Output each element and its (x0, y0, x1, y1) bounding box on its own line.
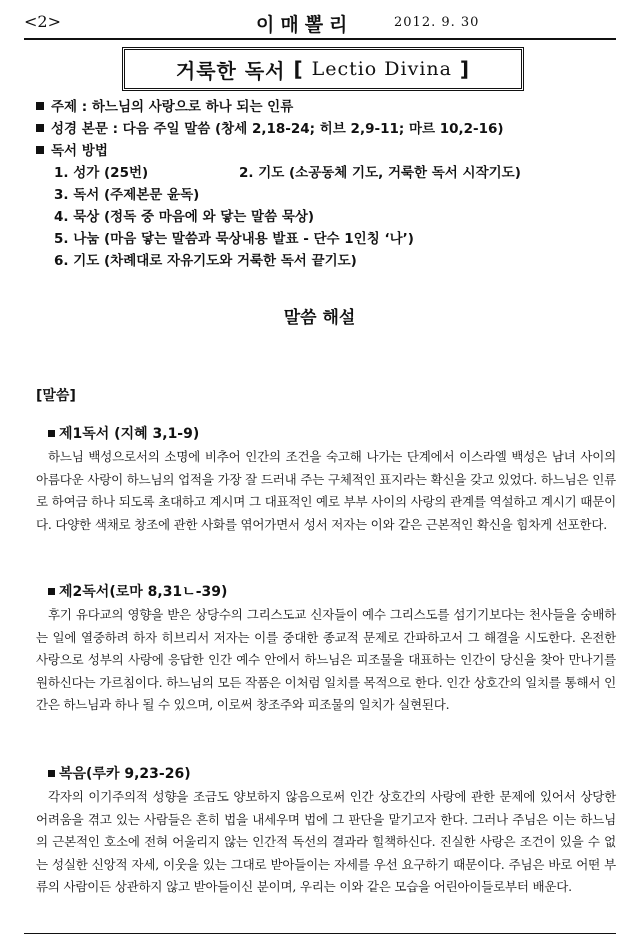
word-section-label: [말씀] (36, 388, 76, 404)
theme-value: 하느님의 사랑으로 하나 되는 인류 (91, 99, 294, 115)
method-item (36, 162, 616, 184)
reading-commentary: 후기 유다교의 영향을 받은 상당수의 그리스도교 신자들이 예수 그리스도를 섬기기보다는 천사들을 숭배하는 일에 열중하려 하자 히브리서 저자는 이를 중대한 종교적 문제로 간파하고서 그 해결을 시도한다. 온전한 사랑으로 성부의 사랑에 응답한 인간 예수 안에서 하느님은 피조물을 대표하는 인간이 당신을 찾아 만나기를 원하신다는 가르침이다. 하느님의 모든 작품은 이처럼 일치를 목적으로 한다. 인간 상호간의 일치를 통해서 인간은 하느님과 하나 될 수 있으며, 이로써 창조주와 피조물의 일치가 실현된다. (36, 607, 616, 712)
reading-heading-text: 제2독서(로마 8,31ㄴ-39) (59, 584, 228, 600)
scripture-row (36, 118, 616, 140)
first-reading (36, 422, 616, 536)
method-row (36, 140, 616, 162)
title-korean: 거룩한 독서 (175, 58, 286, 83)
document-title-box (122, 47, 524, 91)
method-step-6: 6. 기도 (차례대로 자유기도와 거룩한 독서 끝기도) (54, 253, 357, 269)
commentary-title: 말씀 해설 (283, 308, 356, 328)
square-bullet-icon (36, 146, 44, 154)
theme-label: 주제 : (51, 99, 92, 115)
reading-info (36, 96, 616, 272)
header-rule (24, 38, 616, 40)
newsletter-title: 이매뽈리 (256, 14, 354, 36)
square-bullet-icon (48, 770, 55, 777)
reading-heading (36, 422, 616, 446)
gospel-reading (36, 762, 616, 899)
method-item (36, 206, 616, 228)
footer-rule (24, 933, 616, 934)
square-bullet-icon (48, 430, 55, 437)
title-latin: Lectio Divina (311, 58, 452, 80)
reading-commentary: 하느님 백성으로서의 소명에 비추어 인간의 조건을 숙고해 나가는 단계에서 이스라엘 백성은 남녀 사이의 아름다운 사랑이 하느님의 업적을 가장 잘 드러내 주는 구체적인 표지라는 확신을 갖고 있었다. 하느님은 인류로 하여금 하나 되도록 초대하고 계시며 그 대표적인 예로 부부 사이의 사랑의 관계를 역설하고 계시기 때문이다. 다양한 색채로 창조에 관한 사화를 엮어가면서 성서 저자는 이와 같은 근본적인 확신을 힘차게 선포한다. (36, 449, 616, 532)
square-bullet-icon (48, 588, 55, 595)
method-item (36, 184, 616, 206)
method-step-5: 5. 나눔 (마음 닿는 말씀과 묵상내용 발표 - 단수 1인칭 ‘나’) (54, 231, 414, 247)
reading-heading-text: 제1독서 (지혜 3,1-9) (59, 426, 200, 442)
page-number: <2> (24, 12, 61, 31)
reading-heading (36, 580, 616, 604)
issue-date: 2012. 9. 30 (394, 15, 480, 30)
square-bullet-icon (36, 102, 44, 110)
scripture-value: 다음 주일 말씀 (창세 2,18-24; 히브 2,9-11; 마르 10,2-16) (122, 121, 504, 137)
title-bracket-open: [ (285, 57, 312, 81)
title-bracket-close: ] (451, 57, 471, 81)
scripture-label: 성경 본문 : (51, 121, 123, 137)
method-item (36, 250, 616, 272)
reading-heading (36, 762, 616, 786)
theme-row (36, 96, 616, 118)
square-bullet-icon (36, 124, 44, 132)
method-step-3: 3. 독서 (주제본문 윤독) (54, 187, 200, 203)
method-step-1: 1. 성가 (25번) (54, 165, 149, 181)
method-item (36, 228, 616, 250)
reading-heading-text: 복음(루카 9,23-26) (59, 766, 191, 782)
method-step-2: 2. 기도 (소공동체 기도, 거룩한 독서 시작기도) (239, 165, 521, 181)
page-header (24, 10, 616, 36)
method-step-4: 4. 묵상 (정독 중 마음에 와 닿는 말씀 묵상) (54, 209, 315, 225)
method-label: 독서 방법 (51, 143, 108, 159)
reading-commentary: 각자의 이기주의적 성향을 조금도 양보하지 않음으로써 인간 상호간의 사랑에 관한 문제에 있어서 상당한 어려움을 겪고 있는 사람들은 흔히 법을 내세우며 법에 그 판단을 맡기고자 한다. 그러나 주님은 이는 하느님의 근본적인 호소에 전혀 어울리지 않는 인간적 독선의 결과라 힐책하신다. 진실한 사랑은 조건이 있을 수 없는 성실한 신앙적 자세, 이웃을 있는 그대로 받아들이는 자세를 우선 요구하기 때문이다. 주님은 바로 어떤 부류의 사람이든 상관하지 않고 받아들이신 분이며, 우리는 이와 같은 모습을 어린아이들로부터 배운다. (36, 789, 616, 894)
second-reading (36, 580, 616, 717)
